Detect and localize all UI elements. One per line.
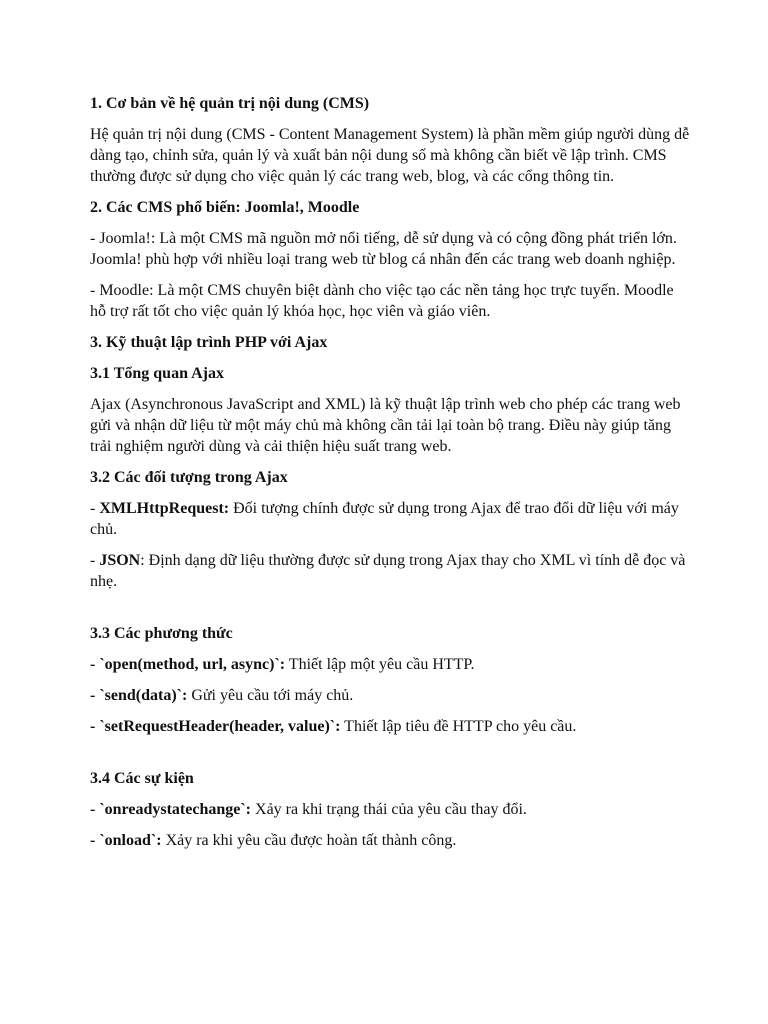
section-3-1-heading: 3.1 Tổng quan Ajax: [90, 365, 224, 382]
list-item-term: XMLHttpRequest:: [99, 500, 230, 517]
list-item-term: JSON: [99, 552, 141, 569]
list-item-description: Thiết lập tiêu đề HTTP cho yêu cầu.: [340, 718, 577, 735]
list-item-description: : Định dạng dữ liệu thường được sử dụng trong Ajax thay cho XML vì tính dễ đọc và nhẹ.: [90, 552, 686, 590]
list-item-term: - `onload`:: [90, 832, 162, 849]
list-item-description: Đối tượng chính được sử dụng trong Ajax để trao đổi dữ liệu với máy chủ.: [90, 500, 679, 538]
list-item-prefix: -: [90, 552, 100, 569]
section-2-heading: 2. Các CMS phổ biến: Joomla!, Moodle: [90, 199, 360, 216]
spacer: [90, 747, 690, 768]
joomla-paragraph: - Joomla!: Là một CMS mã nguồn mở nổi tiếng, dễ sử dụng và có cộng đồng phát triển lớn. Joomla! phù hợp với nhiều loại trang web từ blog cá nhân đến các trang web doanh nghiệp.: [90, 230, 677, 268]
list-item: [90, 654, 690, 675]
list-item: [90, 799, 690, 820]
list-item: [90, 685, 690, 706]
list-item: [90, 830, 690, 851]
section-3-2-heading: 3.2 Các đối tượng trong Ajax: [90, 469, 288, 486]
list-item-description: Thiết lập một yêu cầu HTTP.: [285, 656, 475, 673]
list-item-term: - `open(method, url, async)`:: [90, 656, 286, 673]
list-item-description: Gửi yêu cầu tới máy chủ.: [187, 687, 354, 704]
list-item-term: - `setRequestHeader(header, value)`:: [90, 718, 341, 735]
list-item-term: - `send(data)`:: [90, 687, 188, 704]
spacer: [90, 602, 690, 623]
list-item: [90, 716, 690, 737]
section-1-paragraph: Hệ quản trị nội dung (CMS - Content Management System) là phần mềm giúp người dùng dễ dàng tạo, chỉnh sửa, quản lý và xuất bản nội dung số mà không cần biết về lập trình. CMS thường được sử dụng cho việc quản lý các trang web, blog, và các cổng thông tin.: [90, 126, 690, 185]
section-1-heading: 1. Cơ bản về hệ quản trị nội dung (CMS): [90, 95, 370, 112]
list-item: [90, 550, 690, 592]
list-item-description: Xảy ra khi trạng thái của yêu cầu thay đổi.: [251, 801, 527, 818]
list-item-term: - `onreadystatechange`:: [90, 801, 252, 818]
list-item-description: Xảy ra khi yêu cầu được hoàn tất thành công.: [161, 832, 457, 849]
section-3-1-paragraph: Ajax (Asynchronous JavaScript and XML) là kỹ thuật lập trình web cho phép các trang web gửi và nhận dữ liệu từ một máy chủ mà không cần tải lại toàn bộ trang. Điều này giúp tăng trải nghiệm người dùng và cải thiện hiệu suất trang web.: [90, 396, 681, 455]
list-item: [90, 498, 690, 540]
section-3-4-heading: 3.4 Các sự kiện: [90, 770, 194, 787]
section-3-heading: 3. Kỹ thuật lập trình PHP với Ajax: [90, 334, 328, 351]
moodle-paragraph: - Moodle: Là một CMS chuyên biệt dành cho việc tạo các nền tảng học trực tuyến. Moodle hỗ trợ rất tốt cho việc quản lý khóa học, học viên và giáo viên.: [90, 282, 674, 320]
document-page: [90, 93, 690, 861]
list-item-prefix: -: [90, 500, 100, 517]
section-3-3-heading: 3.3 Các phương thức: [90, 625, 233, 642]
